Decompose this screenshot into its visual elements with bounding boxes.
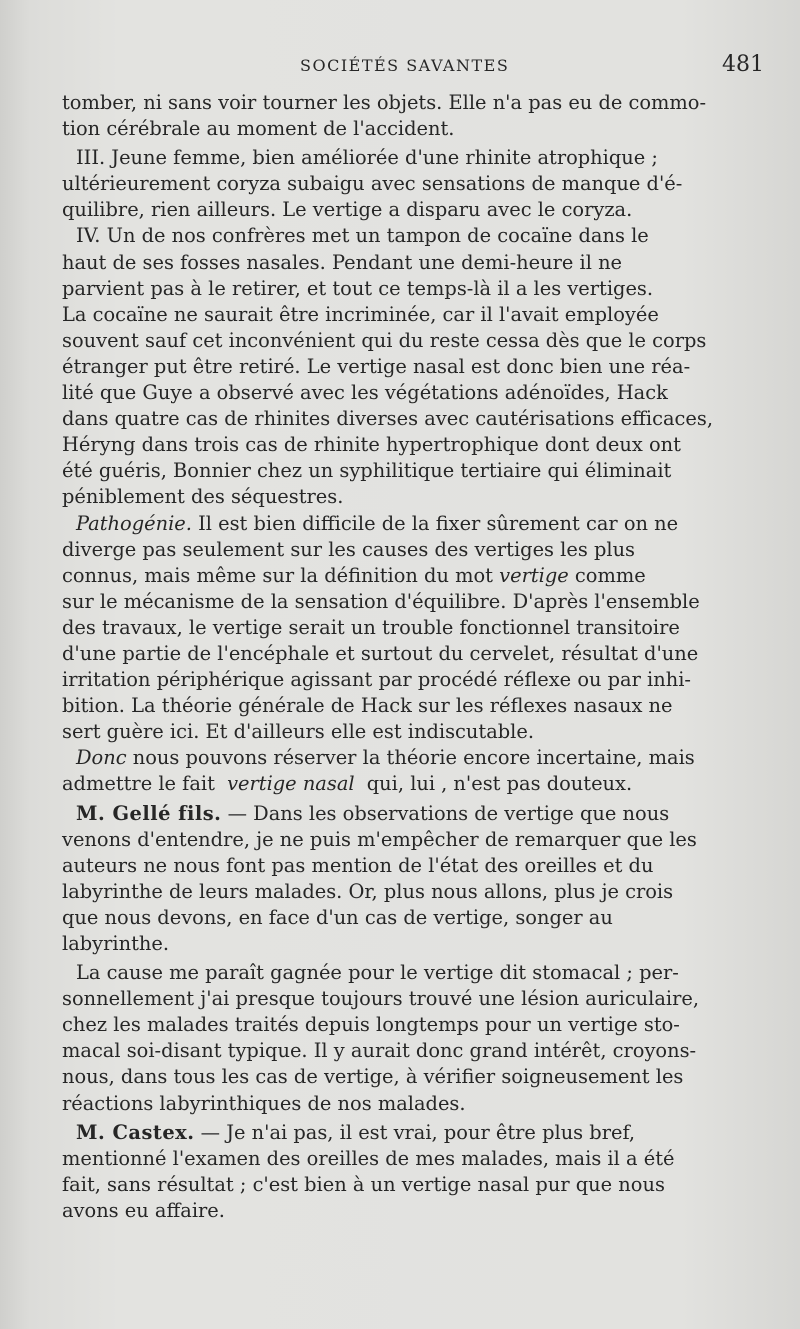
text-line: été guéris, Bonnier chez un syphilitique tertiaire qui éliminait: [62, 459, 672, 483]
text-line: La cocaïne ne saurait être incriminée, car il l'avait employée: [62, 302, 659, 326]
paragraph: [62, 511, 742, 746]
text-line: sert guère ici. Et d'ailleurs elle est indiscutable.: [62, 720, 535, 744]
text-line: lité que Guye a observé avec les végétations adénoïdes, Hack: [62, 381, 668, 405]
text-line: admettre le fait vertige nasal qui, lui , n'est pas douteux.: [62, 772, 633, 796]
running-title: SOCIÉTÉS SAVANTES: [300, 56, 510, 75]
text-line: mentionné l'examen des oreilles de mes malades, mais il a été: [62, 1146, 675, 1170]
text-line: souvent sauf cet inconvénient qui du reste cessa dès que le corps: [62, 328, 707, 352]
text-line: diverge pas seulement sur les causes des vertiges les plus: [62, 537, 636, 561]
paragraph: [62, 745, 742, 797]
page-number: 481: [722, 52, 764, 77]
text-line: parvient pas à le retirer, et tout ce temps-là il a les vertiges.: [62, 276, 654, 300]
text-line: tion cérébrale au moment de l'accident.: [62, 117, 455, 141]
text-line: labyrinthe.: [62, 932, 170, 955]
text-line: péniblement des séquestres.: [62, 485, 344, 509]
text-line: M. Gellé fils. — Dans les observations de vertige que nous: [76, 801, 670, 825]
text-line: dans quatre cas de rhinites diverses avec cautérisations efficaces,: [62, 407, 713, 431]
paragraph: [62, 1120, 742, 1224]
text-line: que nous devons, en face d'un cas de vertige, songer au: [62, 905, 613, 929]
text-line: quilibre, rien ailleurs. Le vertige a disparu avec le coryza.: [62, 198, 633, 222]
text-line: M. Castex. — Je n'ai pas, il est vrai, pour être plus bref,: [76, 1120, 636, 1144]
text-line: labyrinthe de leurs malades. Or, plus nous allons, plus je crois: [62, 879, 674, 903]
text-line: d'une partie de l'encéphale et surtout du cervelet, résultat d'une: [62, 641, 699, 665]
paragraph: [62, 90, 742, 142]
text-line: avons eu affaire.: [62, 1198, 225, 1222]
text-line: sur le mécanisme de la sensation d'équilibre. D'après l'ensemble: [62, 589, 700, 613]
text-line: chez les malades traités depuis longtemps pour un vertige sto-: [62, 1013, 680, 1037]
text-line: macal soi-disant typique. Il y aurait donc grand intérêt, croyons-: [62, 1039, 697, 1063]
paragraph: [62, 801, 742, 958]
italic-term: vertige nasal: [227, 772, 355, 796]
text-line: Pathogénie. Il est bien difficile de la fixer sûrement car on ne: [76, 511, 679, 535]
text-line: auteurs ne nous font pas mention de l'état des oreilles et du: [62, 853, 654, 877]
text-line: fait, sans résultat ; c'est bien à un vertige nasal pur que nous: [62, 1172, 665, 1196]
text-line: étranger put être retiré. Le vertige nasal est donc bien une réa-: [62, 354, 691, 378]
speaker-name: M. Gellé fils.: [76, 801, 222, 825]
text-line: connus, mais même sur la définition du mot vertige comme: [62, 563, 646, 587]
section-heading: Pathogénie.: [76, 511, 192, 535]
text-line: haut de ses fosses nasales. Pendant une demi-heure il ne: [62, 250, 623, 274]
text-line: IV. Un de nos confrères met un tampon de cocaïne dans le: [76, 224, 649, 248]
italic-term: vertige: [499, 563, 569, 587]
page-header: [0, 52, 800, 82]
text-line: Donc nous pouvons réserver la théorie encore incertaine, mais: [76, 746, 695, 770]
text-line: sonnellement j'ai presque toujours trouvé une lésion auriculaire,: [62, 987, 700, 1011]
italic-lead: Donc: [76, 746, 127, 770]
text-line: réactions labyrinthiques de nos malades.: [62, 1091, 466, 1115]
paragraph: [62, 223, 742, 510]
text-line: III. Jeune femme, bien améliorée d'une rhinite atrophique ;: [76, 146, 658, 170]
text-line: bition. La théorie générale de Hack sur les réflexes nasaux ne: [62, 694, 673, 718]
text-line: Héryng dans trois cas de rhinite hypertrophique dont deux ont: [62, 433, 681, 457]
text-line: tomber, ni sans voir tourner les objets. Elle n'a pas eu de commo-: [62, 91, 707, 114]
paragraph: [62, 960, 742, 1117]
text-line: venons d'entendre, je ne puis m'empêcher de remarquer que les: [62, 827, 697, 851]
speaker-name: M. Castex.: [76, 1120, 195, 1144]
paragraph: [62, 145, 742, 223]
text-line: nous, dans tous les cas de vertige, à vérifier soigneusement les: [62, 1065, 684, 1089]
text-line: des travaux, le vertige serait un trouble fonctionnel transitoire: [62, 615, 680, 639]
text-line: irritation périphérique agissant par procédé réflexe ou par inhi-: [62, 668, 691, 692]
page-body: [62, 90, 742, 1224]
text-line: La cause me paraît gagnée pour le vertige dit stomacal ; per-: [76, 961, 679, 985]
text-line: ultérieurement coryza subaigu avec sensations de manque d'é-: [62, 172, 683, 196]
